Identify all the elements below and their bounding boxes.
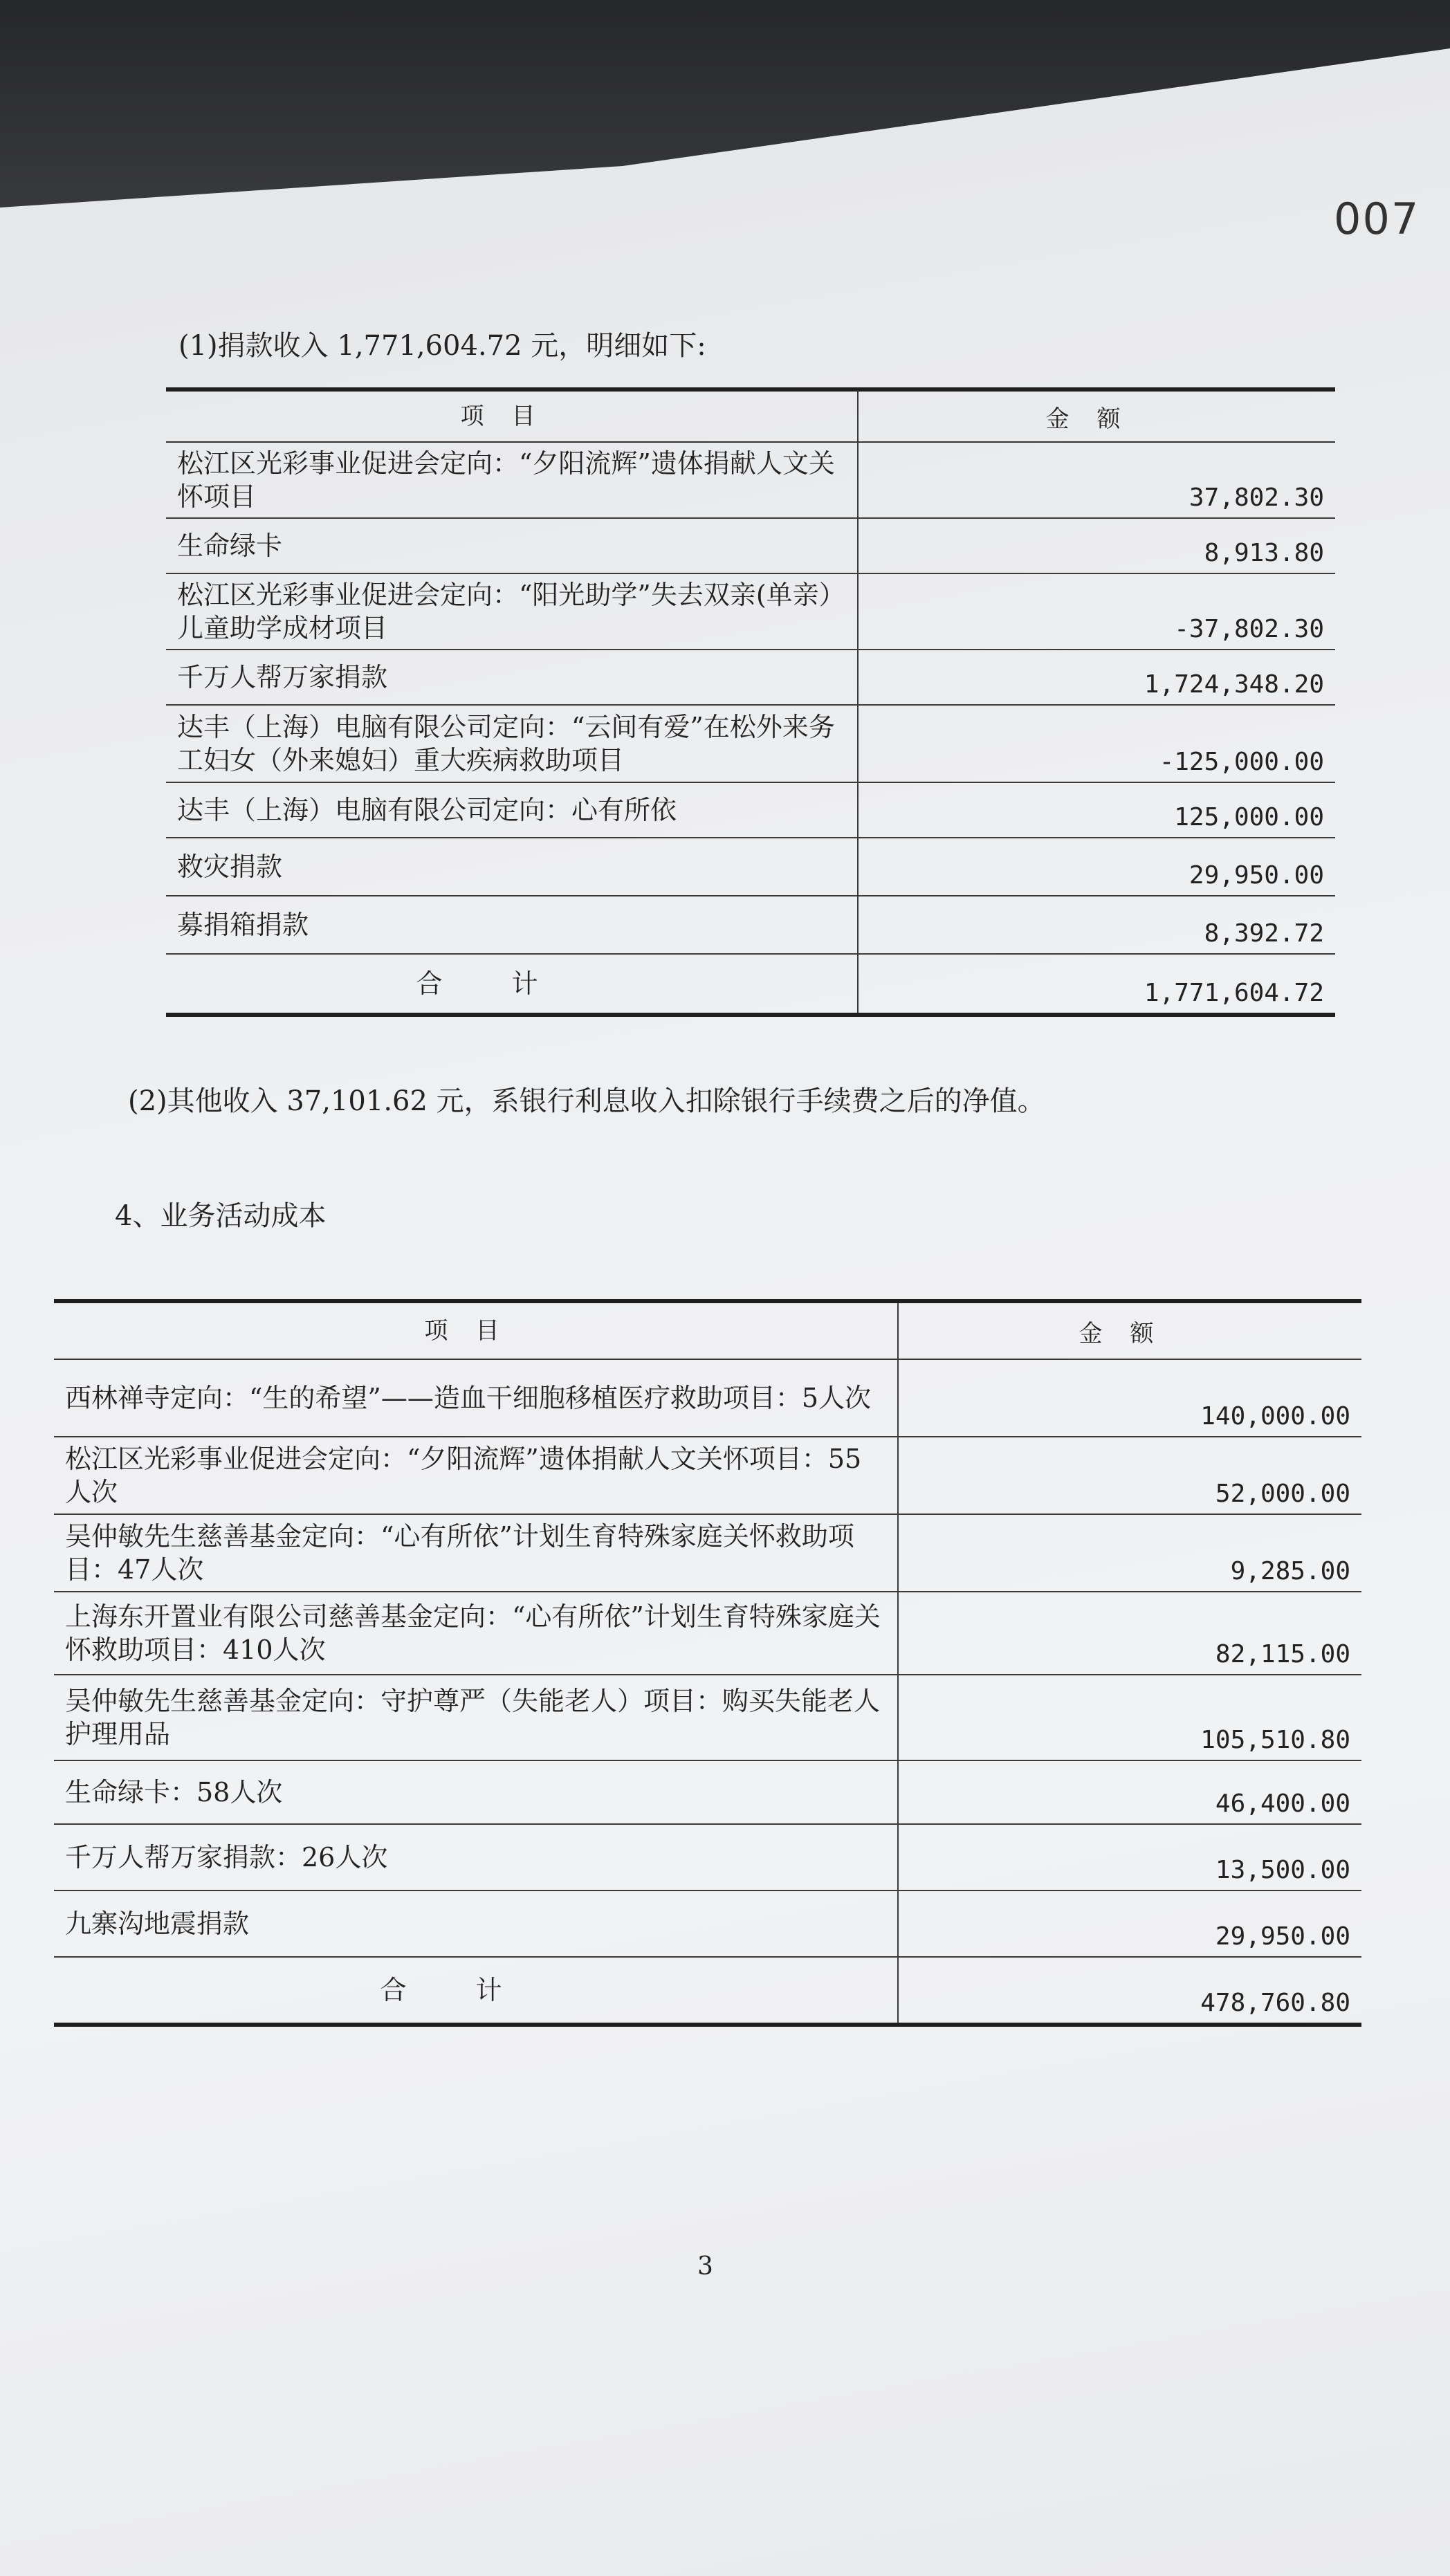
- page-mark: 007: [1334, 194, 1420, 244]
- cost-table-header: [54, 1301, 1361, 1359]
- header-item: 项目: [166, 389, 858, 442]
- row-amount: 37,802.30: [858, 442, 1335, 518]
- total-row: [54, 1957, 1361, 2025]
- row-amount: 46,400.00: [898, 1760, 1361, 1824]
- donation-intro: (1)捐款收入 1,771,604.72 元，明细如下:: [178, 330, 706, 362]
- table-row: [166, 705, 1335, 782]
- header-amount: 金额: [858, 389, 1335, 442]
- row-amount: 52,000.00: [898, 1437, 1361, 1514]
- row-amount: 140,000.00: [898, 1359, 1361, 1437]
- row-amount: 1,724,348.20: [858, 650, 1335, 705]
- total-amount: 1,771,604.72: [858, 954, 1335, 1015]
- total-label: 合计: [166, 954, 858, 1015]
- table-row: [54, 1592, 1361, 1675]
- table-row: [166, 838, 1335, 896]
- other-income-text: (2)其他收入 37,101.62 元，系银行利息收入扣除银行手续费之后的净值。: [128, 1085, 1045, 1117]
- total-amount: 478,760.80: [898, 1957, 1361, 2025]
- row-item: 吴仲敏先生慈善基金定向：守护尊严（失能老人）项目：购买失能老人护理用品: [54, 1675, 898, 1760]
- table-row: [166, 650, 1335, 705]
- row-item: 西林禅寺定向：“生的希望”——造血干细胞移植医疗救助项目：5人次: [54, 1359, 898, 1437]
- row-amount: -37,802.30: [858, 573, 1335, 650]
- donation-table: [166, 387, 1335, 1017]
- row-item: 九寨沟地震捐款: [54, 1890, 898, 1957]
- row-amount: 105,510.80: [898, 1675, 1361, 1760]
- row-item: 生命绿卡：58人次: [54, 1760, 898, 1824]
- row-item: 松江区光彩事业促进会定向：“夕阳流辉”遗体捐献人文关怀项目：55人次: [54, 1437, 898, 1514]
- table-row: [166, 442, 1335, 518]
- row-item: 生命绿卡: [166, 518, 858, 573]
- table-row: [54, 1514, 1361, 1592]
- row-item: 达丰（上海）电脑有限公司定向：“云间有爱”在松外来务工妇女（外来媳妇）重大疾病救助项目: [166, 705, 858, 782]
- total-label: 合计: [54, 1957, 898, 2025]
- row-amount: 82,115.00: [898, 1592, 1361, 1675]
- table-row: [54, 1437, 1361, 1514]
- row-amount: 125,000.00: [858, 782, 1335, 838]
- table-row: [54, 1824, 1361, 1890]
- row-item: 募捐箱捐款: [166, 896, 858, 954]
- page-number: 3: [697, 2252, 713, 2281]
- row-amount: 9,285.00: [898, 1514, 1361, 1592]
- row-item: 千万人帮万家捐款: [166, 650, 858, 705]
- row-item: 松江区光彩事业促进会定向：“夕阳流辉”遗体捐献人文关怀项目: [166, 442, 858, 518]
- table-row: [166, 896, 1335, 954]
- row-amount: 29,950.00: [898, 1890, 1361, 1957]
- table-row: [166, 518, 1335, 573]
- cost-table: [54, 1299, 1361, 2027]
- row-amount: 8,392.72: [858, 896, 1335, 954]
- row-item: 上海东开置业有限公司慈善基金定向：“心有所依”计划生育特殊家庭关怀救助项目：410人次: [54, 1592, 898, 1675]
- table-row: [54, 1890, 1361, 1957]
- row-item: 达丰（上海）电脑有限公司定向：心有所依: [166, 782, 858, 838]
- row-item: 松江区光彩事业促进会定向：“阳光助学”失去双亲(单亲）儿童助学成材项目: [166, 573, 858, 650]
- table-row: [166, 782, 1335, 838]
- table-row: [54, 1675, 1361, 1760]
- row-amount: 8,913.80: [858, 518, 1335, 573]
- header-amount: 金额: [898, 1301, 1361, 1359]
- row-amount: 13,500.00: [898, 1824, 1361, 1890]
- table-row: [166, 573, 1335, 650]
- row-item: 千万人帮万家捐款：26人次: [54, 1824, 898, 1890]
- row-amount: -125,000.00: [858, 705, 1335, 782]
- header-item: 项目: [54, 1301, 898, 1359]
- row-item: 吴仲敏先生慈善基金定向：“心有所依”计划生育特殊家庭关怀救助项目：47人次: [54, 1514, 898, 1592]
- total-row: [166, 954, 1335, 1015]
- table-row: [54, 1760, 1361, 1824]
- row-item: 救灾捐款: [166, 838, 858, 896]
- cost-heading: 4、业务活动成本: [115, 1200, 327, 1232]
- row-amount: 29,950.00: [858, 838, 1335, 896]
- table-row: [54, 1359, 1361, 1437]
- donation-table-header: [166, 389, 1335, 442]
